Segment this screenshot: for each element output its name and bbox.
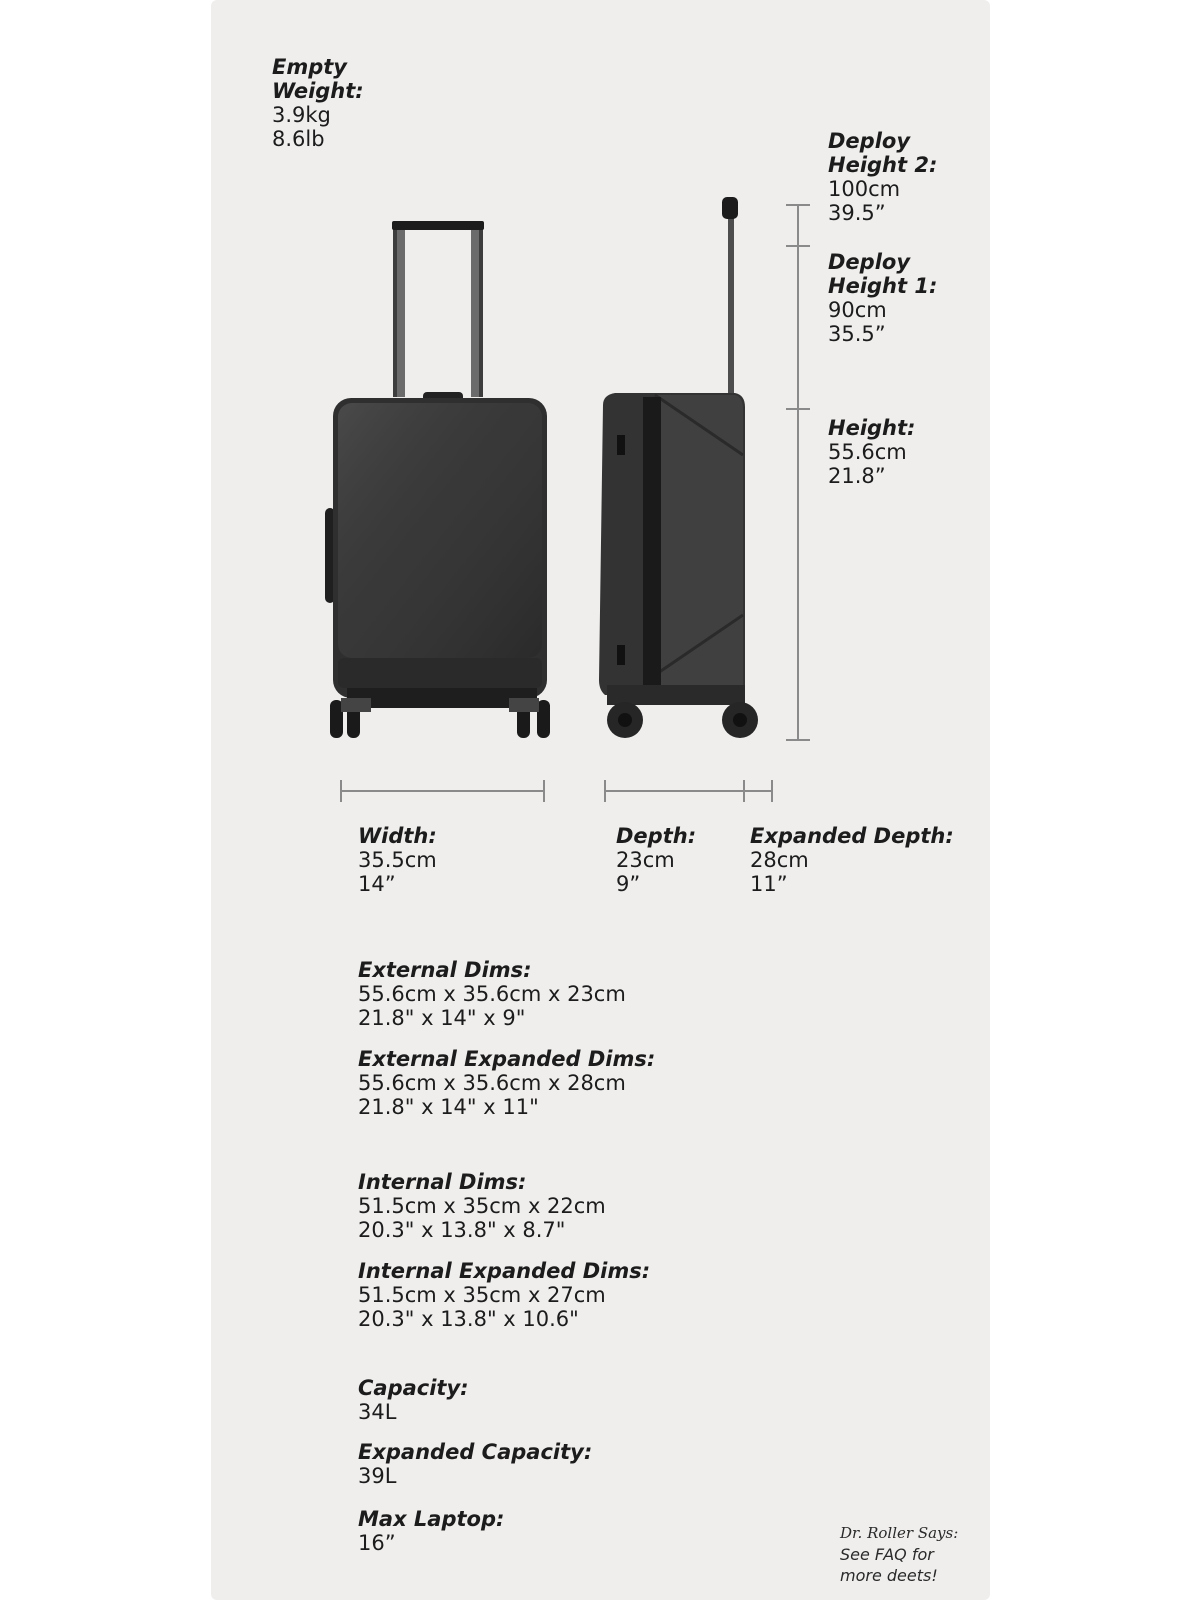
width-metric: 35.5cm bbox=[358, 848, 437, 872]
capacity-value: 34L bbox=[358, 1400, 397, 1424]
deploy-height-1-label-line1: Deploy bbox=[828, 250, 911, 274]
deploy-height-2-metric: 100cm bbox=[828, 177, 901, 201]
depth-spec bbox=[616, 824, 696, 896]
depth-metric: 23cm bbox=[616, 848, 675, 872]
internal-dims-spec bbox=[358, 1170, 606, 1242]
suitcase-front-view bbox=[325, 218, 570, 743]
depth-dimension-line bbox=[604, 790, 773, 792]
deploy-height-1-label-line2: Height 1: bbox=[828, 274, 938, 298]
expanded-capacity-spec bbox=[358, 1440, 592, 1488]
external-dims-metric: 55.6cm x 35.6cm x 23cm bbox=[358, 982, 626, 1006]
empty-weight-imperial: 8.6lb bbox=[272, 127, 325, 151]
capacity-label: Capacity: bbox=[358, 1376, 469, 1400]
note-line-1: See FAQ for bbox=[840, 1545, 934, 1564]
suitcase-side-view bbox=[595, 195, 770, 745]
depth-tick-left bbox=[604, 780, 606, 802]
external-expanded-dims-label: External Expanded Dims: bbox=[358, 1047, 656, 1071]
expanded-depth-metric: 28cm bbox=[750, 848, 809, 872]
depth-tick-right bbox=[771, 780, 773, 802]
internal-expanded-dims-label: Internal Expanded Dims: bbox=[358, 1259, 651, 1283]
external-dims-label: External Dims: bbox=[358, 958, 532, 982]
internal-expanded-dims-metric: 51.5cm x 35cm x 27cm bbox=[358, 1283, 606, 1307]
deploy-height-2-label-line1: Deploy bbox=[828, 129, 911, 153]
width-tick-right bbox=[543, 780, 545, 802]
dr-roller-note bbox=[840, 1523, 958, 1586]
internal-expanded-dims-spec bbox=[358, 1259, 650, 1331]
width-imperial: 14” bbox=[358, 872, 396, 896]
width-tick-left bbox=[340, 780, 342, 802]
external-dims-spec bbox=[358, 958, 626, 1030]
empty-weight-metric: 3.9kg bbox=[272, 103, 331, 127]
external-dims-imperial: 21.8" x 14" x 9" bbox=[358, 1006, 526, 1030]
empty-weight-label: Empty Weight: bbox=[272, 55, 364, 103]
note-signature: Dr. Roller Says: bbox=[840, 1524, 959, 1542]
deploy-height-1-imperial: 35.5” bbox=[828, 322, 886, 346]
internal-dims-imperial: 20.3" x 13.8" x 8.7" bbox=[358, 1218, 566, 1242]
depth-imperial: 9” bbox=[616, 872, 641, 896]
max-laptop-value: 16” bbox=[358, 1531, 396, 1555]
expanded-depth-label: Expanded Depth: bbox=[750, 824, 954, 848]
max-laptop-label: Max Laptop: bbox=[358, 1507, 505, 1531]
deploy-height-2-spec bbox=[828, 129, 937, 225]
external-expanded-dims-imperial: 21.8" x 14" x 11" bbox=[358, 1095, 539, 1119]
expanded-depth-imperial: 11” bbox=[750, 872, 788, 896]
external-expanded-dims-metric: 55.6cm x 35.6cm x 28cm bbox=[358, 1071, 626, 1095]
note-line-2: more deets! bbox=[840, 1566, 938, 1585]
internal-expanded-dims-imperial: 20.3" x 13.8" x 10.6" bbox=[358, 1307, 579, 1331]
deploy-height-2-imperial: 39.5” bbox=[828, 201, 886, 225]
internal-dims-metric: 51.5cm x 35cm x 22cm bbox=[358, 1194, 606, 1218]
height-spec bbox=[828, 416, 915, 488]
internal-dims-label: Internal Dims: bbox=[358, 1170, 527, 1194]
external-expanded-dims-spec bbox=[358, 1047, 655, 1119]
depth-tick-mid bbox=[743, 780, 745, 802]
height-imperial: 21.8” bbox=[828, 464, 886, 488]
deploy-height-2-tick bbox=[786, 204, 810, 206]
width-spec bbox=[358, 824, 437, 896]
deploy-height-1-metric: 90cm bbox=[828, 298, 887, 322]
width-dimension-line bbox=[340, 790, 545, 792]
expanded-capacity-value: 39L bbox=[358, 1464, 397, 1488]
deploy-height-1-tick bbox=[786, 245, 810, 247]
height-dimension-line bbox=[797, 204, 799, 740]
height-label: Height: bbox=[828, 416, 916, 440]
base-tick bbox=[786, 739, 810, 741]
expanded-depth-spec bbox=[750, 824, 954, 896]
empty-weight-spec bbox=[272, 55, 372, 151]
max-laptop-spec bbox=[358, 1507, 504, 1555]
deploy-height-2-label-line2: Height 2: bbox=[828, 153, 938, 177]
capacity-spec bbox=[358, 1376, 469, 1424]
expanded-capacity-label: Expanded Capacity: bbox=[358, 1440, 593, 1464]
height-metric: 55.6cm bbox=[828, 440, 907, 464]
height-tick bbox=[786, 408, 810, 410]
width-label: Width: bbox=[358, 824, 437, 848]
deploy-height-1-spec bbox=[828, 250, 937, 346]
depth-label: Depth: bbox=[616, 824, 697, 848]
